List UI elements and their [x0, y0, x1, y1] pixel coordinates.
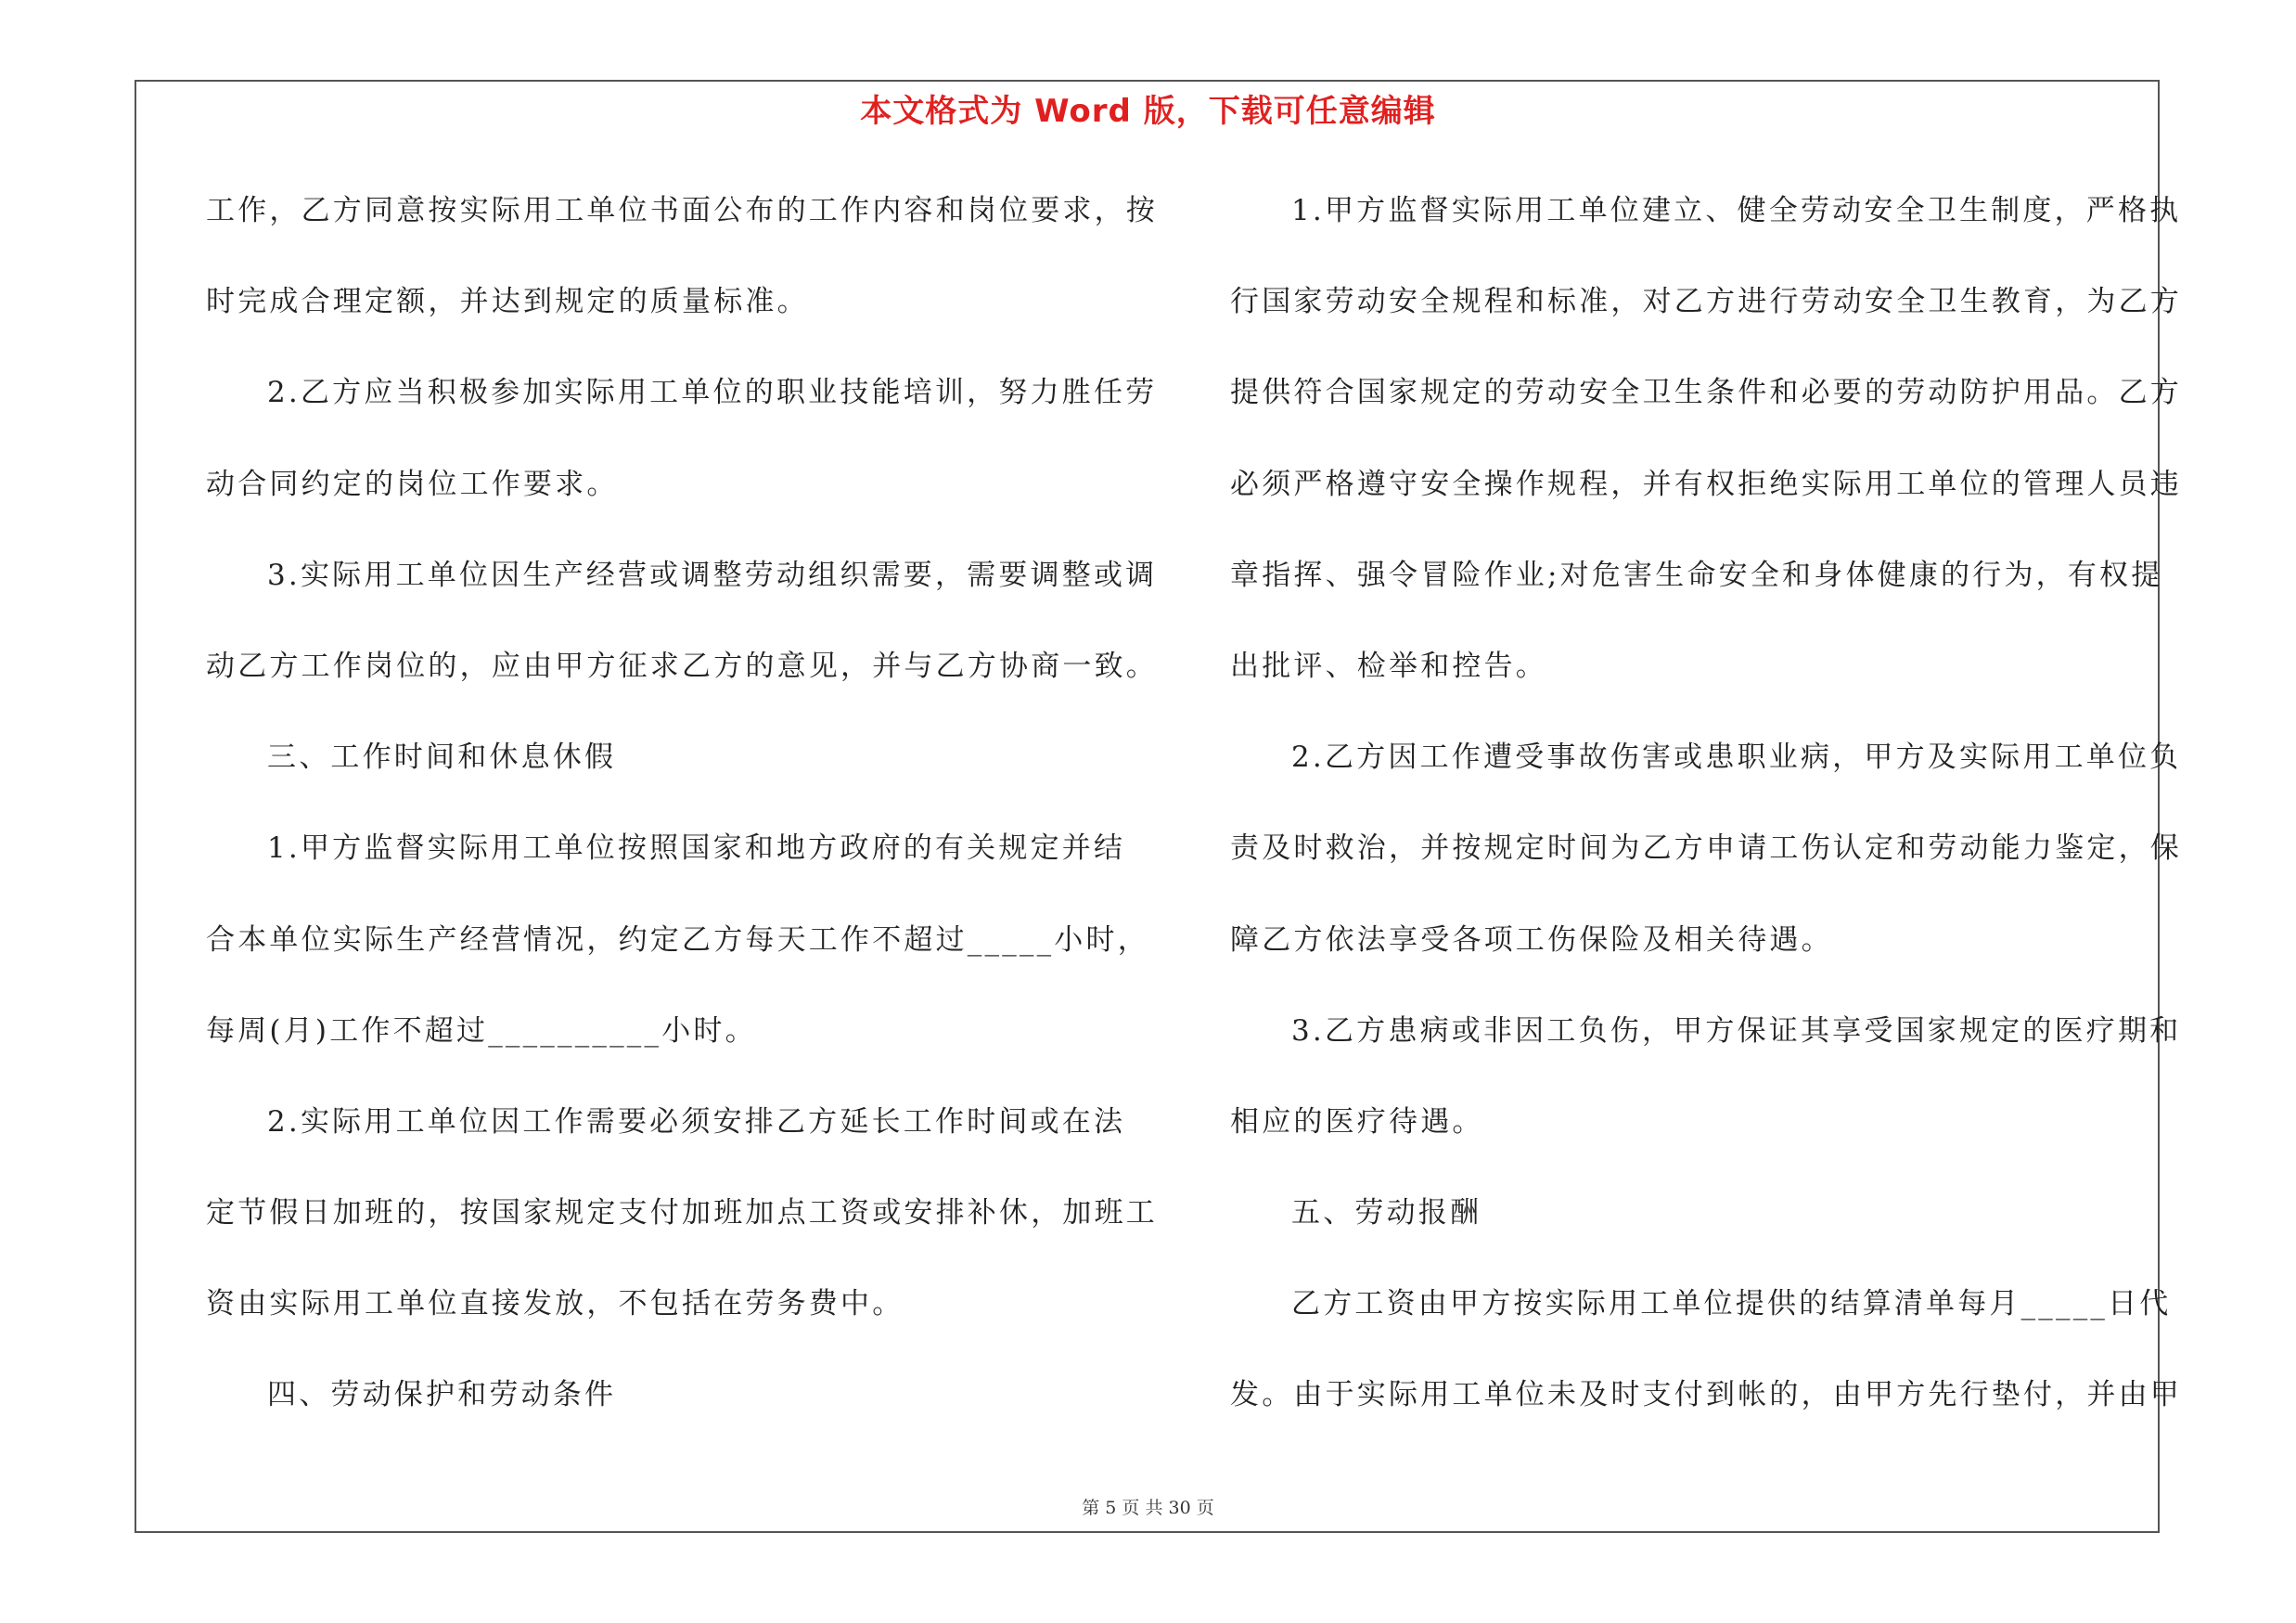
left-text-column — [206, 182, 1158, 1458]
section-heading-work-hours: 三、工作时间和休息休假 — [267, 741, 617, 775]
clause-line: 3.乙方患病或非因工负伤，甲方保证其享受国家规定的医疗期和 — [1291, 1013, 2182, 1048]
section-heading-labor-protection: 四、劳动保护和劳动条件 — [267, 1378, 617, 1412]
right-text-column — [1230, 182, 2182, 1458]
clause-line: 1.甲方监督实际用工单位按照国家和地方政府的有关规定并结 — [267, 831, 1126, 866]
text-line: 合本单位实际生产经营情况，约定乙方每天工作不超过_____小时， — [206, 922, 1149, 957]
clause-line: 3.实际用工单位因生产经营或调整劳动组织需要，需要调整或调 — [267, 558, 1158, 592]
text-line: 障乙方依法享受各项工伤保险及相关待遇。 — [1230, 922, 1833, 957]
text-line: 相应的医疗待遇。 — [1230, 1104, 1484, 1139]
text-line: 出批评、检举和控告。 — [1230, 649, 1547, 683]
text-line: 责及时救治，并按规定时间为乙方申请工伤认定和劳动能力鉴定，保 — [1230, 831, 2182, 866]
text-line: 资由实际用工单位直接发放，不包括在劳务费中。 — [206, 1287, 904, 1321]
section-heading-remuneration: 五、劳动报酬 — [1291, 1196, 1482, 1230]
text-line: 必须严格遵守安全操作规程，并有权拒绝实际用工单位的管理人员违 — [1230, 467, 2182, 501]
text-line: 行国家劳动安全规程和标准，对乙方进行劳动安全卫生教育，为乙方 — [1230, 285, 2182, 319]
clause-line: 2.乙方应当积极参加实际用工单位的职业技能培训，努力胜任劳 — [267, 376, 1158, 410]
text-line: 工作，乙方同意按实际用工单位书面公布的工作内容和岗位要求，按 — [206, 194, 1158, 227]
clause-line: 2.乙方因工作遭受事故伤害或患职业病，甲方及实际用工单位负 — [1291, 741, 2182, 775]
clause-line: 乙方工资由甲方按实际用工单位提供的结算清单每月_____日代 — [1291, 1287, 2172, 1321]
clause-line: 1.甲方监督实际用工单位建立、健全劳动安全卫生制度，严格执 — [1291, 194, 2182, 227]
page-number-footer: 第 5 页 共 30 页 — [1082, 1498, 1214, 1518]
clause-line: 2.实际用工单位因工作需要必须安排乙方延长工作时间或在法 — [267, 1104, 1126, 1139]
text-line: 动合同约定的岗位工作要求。 — [206, 467, 619, 501]
text-line: 每周(月)工作不超过__________小时。 — [206, 1013, 757, 1048]
text-line: 提供符合国家规定的劳动安全卫生条件和必要的劳动防护用品。乙方 — [1230, 376, 2182, 410]
text-line: 章指挥、强令冒险作业;对危害生命安全和身体健康的行为，有权提 — [1230, 558, 2163, 592]
text-line: 时完成合理定额，并达到规定的质量标准。 — [206, 285, 809, 319]
word-format-banner: 本文格式为 Word 版，下载可任意编辑 — [860, 93, 1436, 130]
text-line: 发。由于实际用工单位未及时支付到帐的，由甲方先行垫付，并由甲 — [1230, 1378, 2182, 1412]
text-line: 定节假日加班的，按国家规定支付加班加点工资或安排补休，加班工 — [206, 1196, 1158, 1230]
text-line: 动乙方工作岗位的，应由甲方征求乙方的意见，并与乙方协商一致。 — [206, 649, 1158, 683]
